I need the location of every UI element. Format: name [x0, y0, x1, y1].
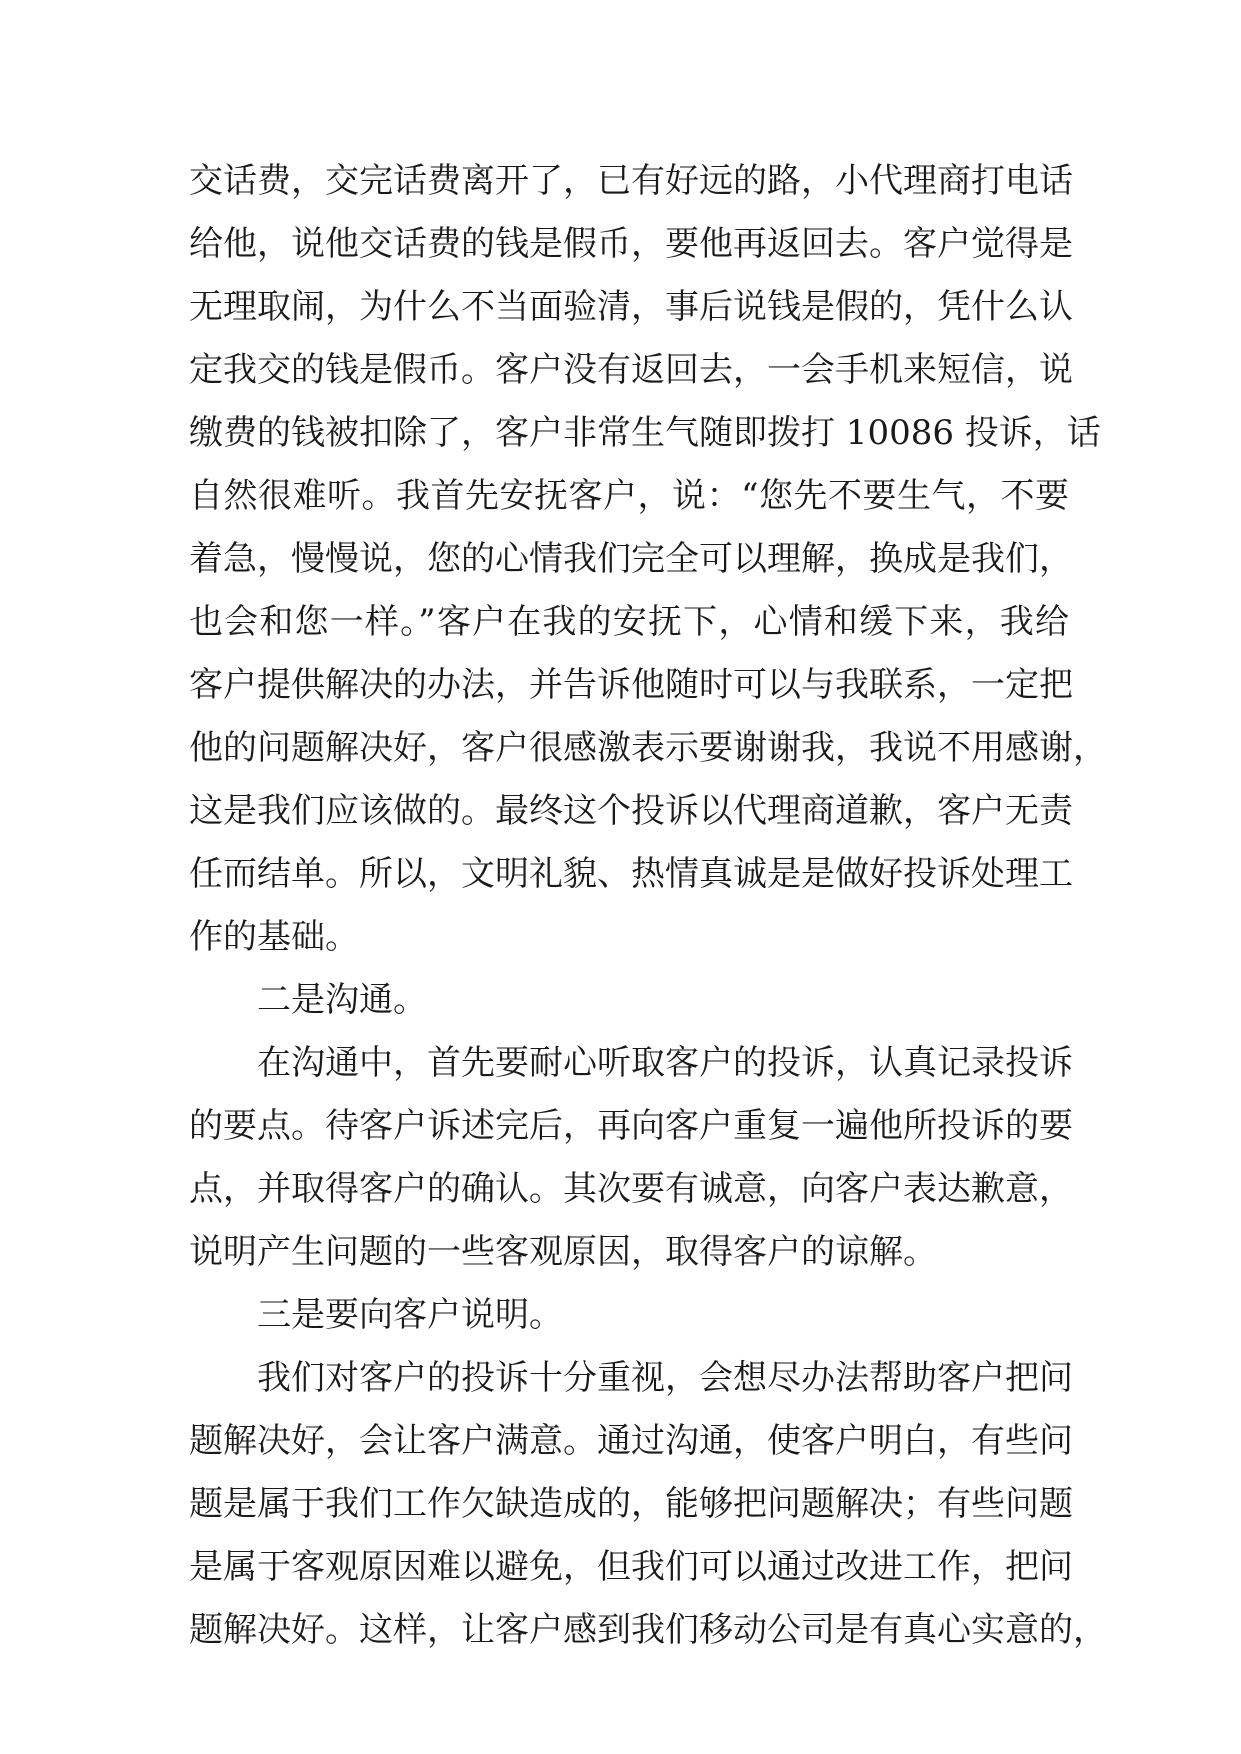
- text-line: 任而结单。所以，文明礼貌、热情真诚是是做好投诉处理工: [189, 854, 1073, 894]
- text-line: 在沟通中，首先要耐心听取客户的投诉，认真记录投诉: [257, 1043, 1073, 1083]
- text-line: 题解决好。这样，让客户感到我们移动公司是有真心实意的，: [189, 1610, 1107, 1650]
- text-line: 也会和您一样。”客户在我的安抚下，心情和缓下来，我给: [189, 602, 1069, 642]
- text-line: 我们对客户的投诉十分重视，会想尽办法帮助客户把问: [257, 1358, 1073, 1398]
- text-line: 着急，慢慢说，您的心情我们完全可以理解，换成是我们，: [189, 539, 1073, 579]
- text-line: 交话费，交完话费离开了，已有好远的路，小代理商打电话: [189, 161, 1073, 201]
- text-line: 是属于客观原因难以避免，但我们可以通过改进工作，把问: [189, 1547, 1073, 1587]
- section-heading: 二是沟通。: [257, 980, 427, 1020]
- text-line: 无理取闹，为什么不当面验清，事后说钱是假的，凭什么认: [189, 287, 1073, 327]
- text-line: 给他，说他交话费的钱是假币，要他再返回去。客户觉得是: [189, 224, 1073, 264]
- body-text: [189, 150, 1107, 1662]
- text-line: 他的问题解决好，客户很感激表示要谢谢我，我说不用感谢，: [189, 728, 1107, 768]
- text-line: 题是属于我们工作欠缺造成的，能够把问题解决；有些问题: [189, 1484, 1073, 1524]
- text-line: 定我交的钱是假币。客户没有返回去，一会手机来短信，说: [189, 350, 1073, 390]
- text-line: 这是我们应该做的。最终这个投诉以代理商道歉，客户无责: [189, 791, 1073, 831]
- text-line: 题解决好，会让客户满意。通过沟通，使客户明白，有些问: [189, 1421, 1073, 1461]
- text-line: 客户提供解决的办法，并告诉他随时可以与我联系，一定把: [189, 665, 1073, 705]
- text-line: 缴费的钱被扣除了，客户非常生气随即拨打 10086 投诉，话: [189, 413, 1101, 453]
- text-line: 自然很难听。我首先安抚客户，说：“您先不要生气，不要: [189, 476, 1069, 516]
- text-line: 作的基础。: [189, 917, 359, 957]
- section-heading: 三是要向客户说明。: [257, 1295, 563, 1335]
- text-line: 说明产生问题的一些客观原因，取得客户的谅解。: [189, 1232, 937, 1272]
- text-line: 的要点。待客户诉述完后，再向客户重复一遍他所投诉的要: [189, 1106, 1073, 1146]
- text-line: 点，并取得客户的确认。其次要有诚意，向客户表达歉意，: [189, 1169, 1073, 1209]
